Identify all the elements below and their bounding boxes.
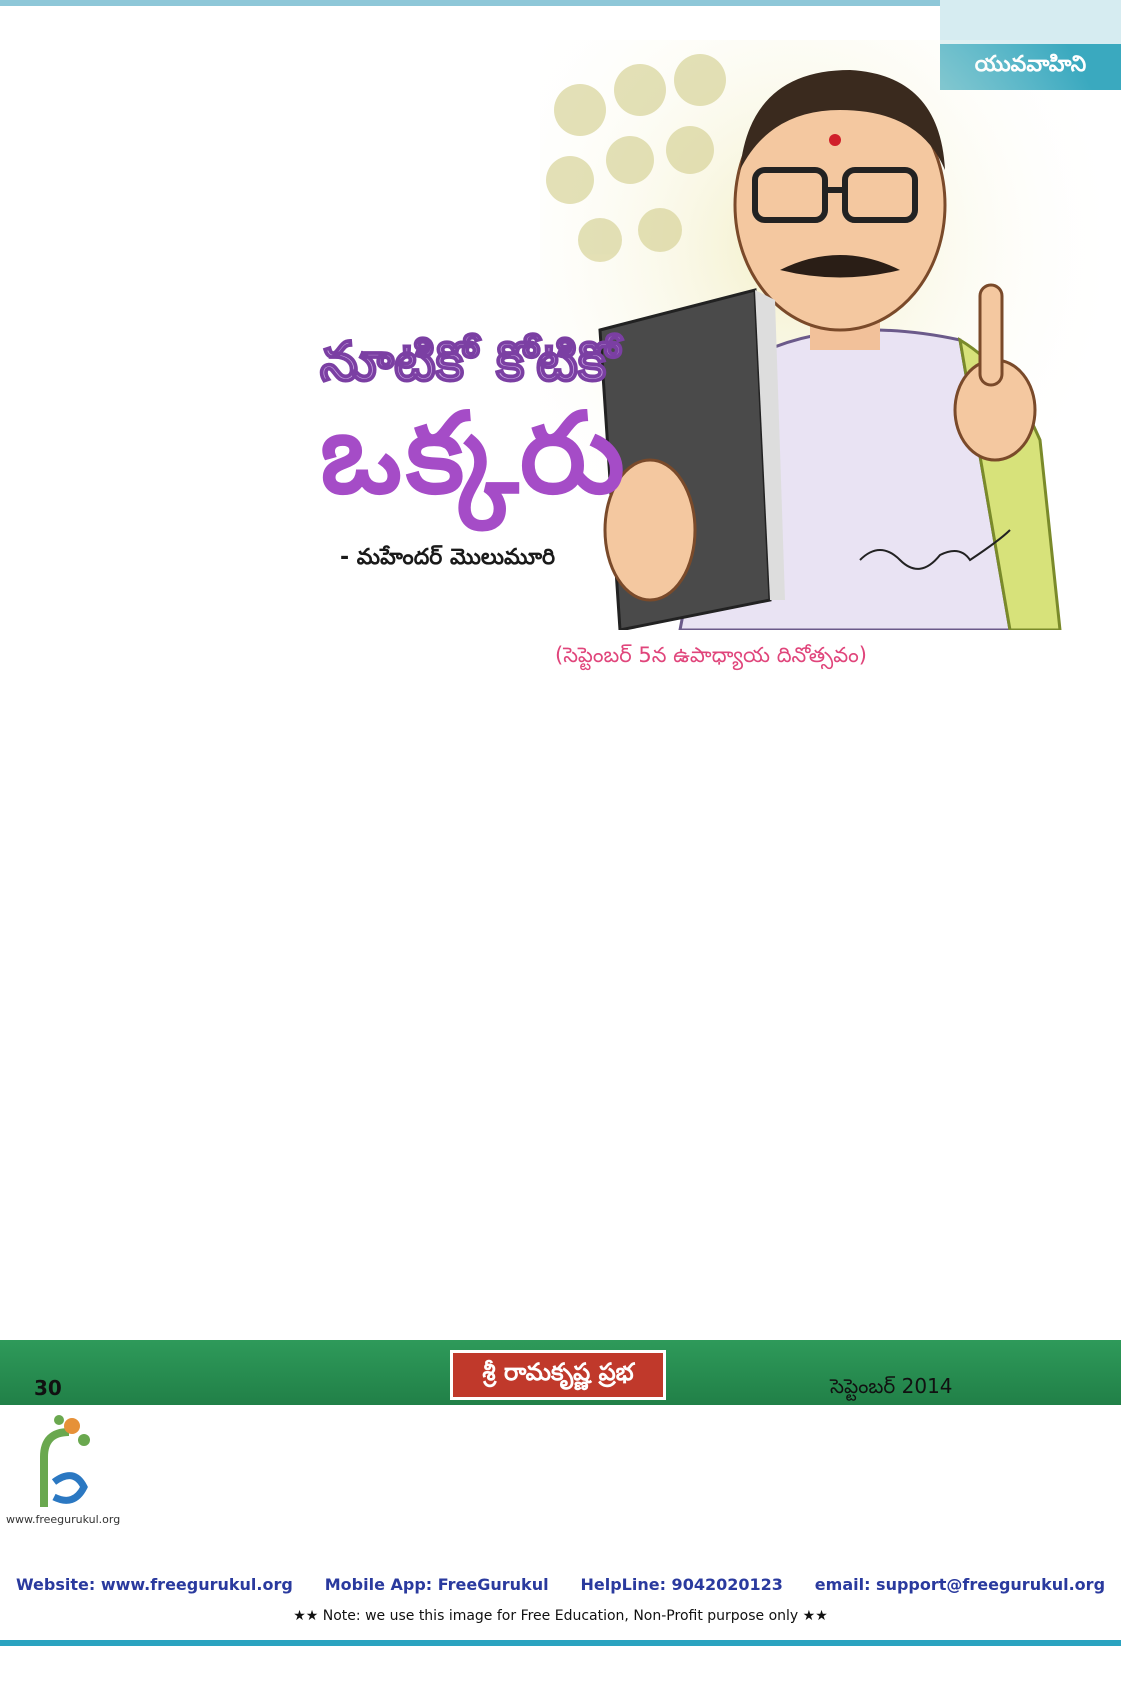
email-link[interactable]: email: support@freegurukul.org [814,1575,1106,1594]
helpline-number[interactable]: HelpLine: 9042020123 [580,1575,783,1594]
freegurukul-logo-icon [14,1412,104,1512]
date-note: (సెప్టెంబర్ 5న ఉపాధ్యాయ దినోత్సవం) [555,643,867,667]
website-link[interactable]: Website: www.freegurukul.org [15,1575,293,1594]
raised-finger [980,285,1002,385]
bindi [829,134,841,146]
byline: - మహేందర్ మొలుమూరి [340,545,556,570]
contact-links [0,1575,1121,1594]
article-title [320,330,650,520]
section-tab-bar [940,0,1121,44]
logo-caption: www.freegurukul.org [6,1513,121,1526]
bottom-stripe [0,1640,1121,1646]
title-line-2: ఒక్కరు [320,389,629,519]
article-column-right [555,640,1015,671]
mobile-app-link[interactable]: Mobile App: FreeGurukul [324,1575,549,1594]
page-number: 30 [34,1376,62,1400]
title-line-1: నూటికో కోటికో [320,330,620,393]
disclaimer: ★★ Note: we use this image for Free Education, Non-Profit purpose only ★★ [293,1608,828,1624]
issue-date: సెప్టెంబర్ 2014 [830,1374,953,1398]
freegurukul-notice [0,1405,1121,1690]
magazine-name: శ్రీ రామకృష్ణ ప్రభ [450,1350,666,1400]
